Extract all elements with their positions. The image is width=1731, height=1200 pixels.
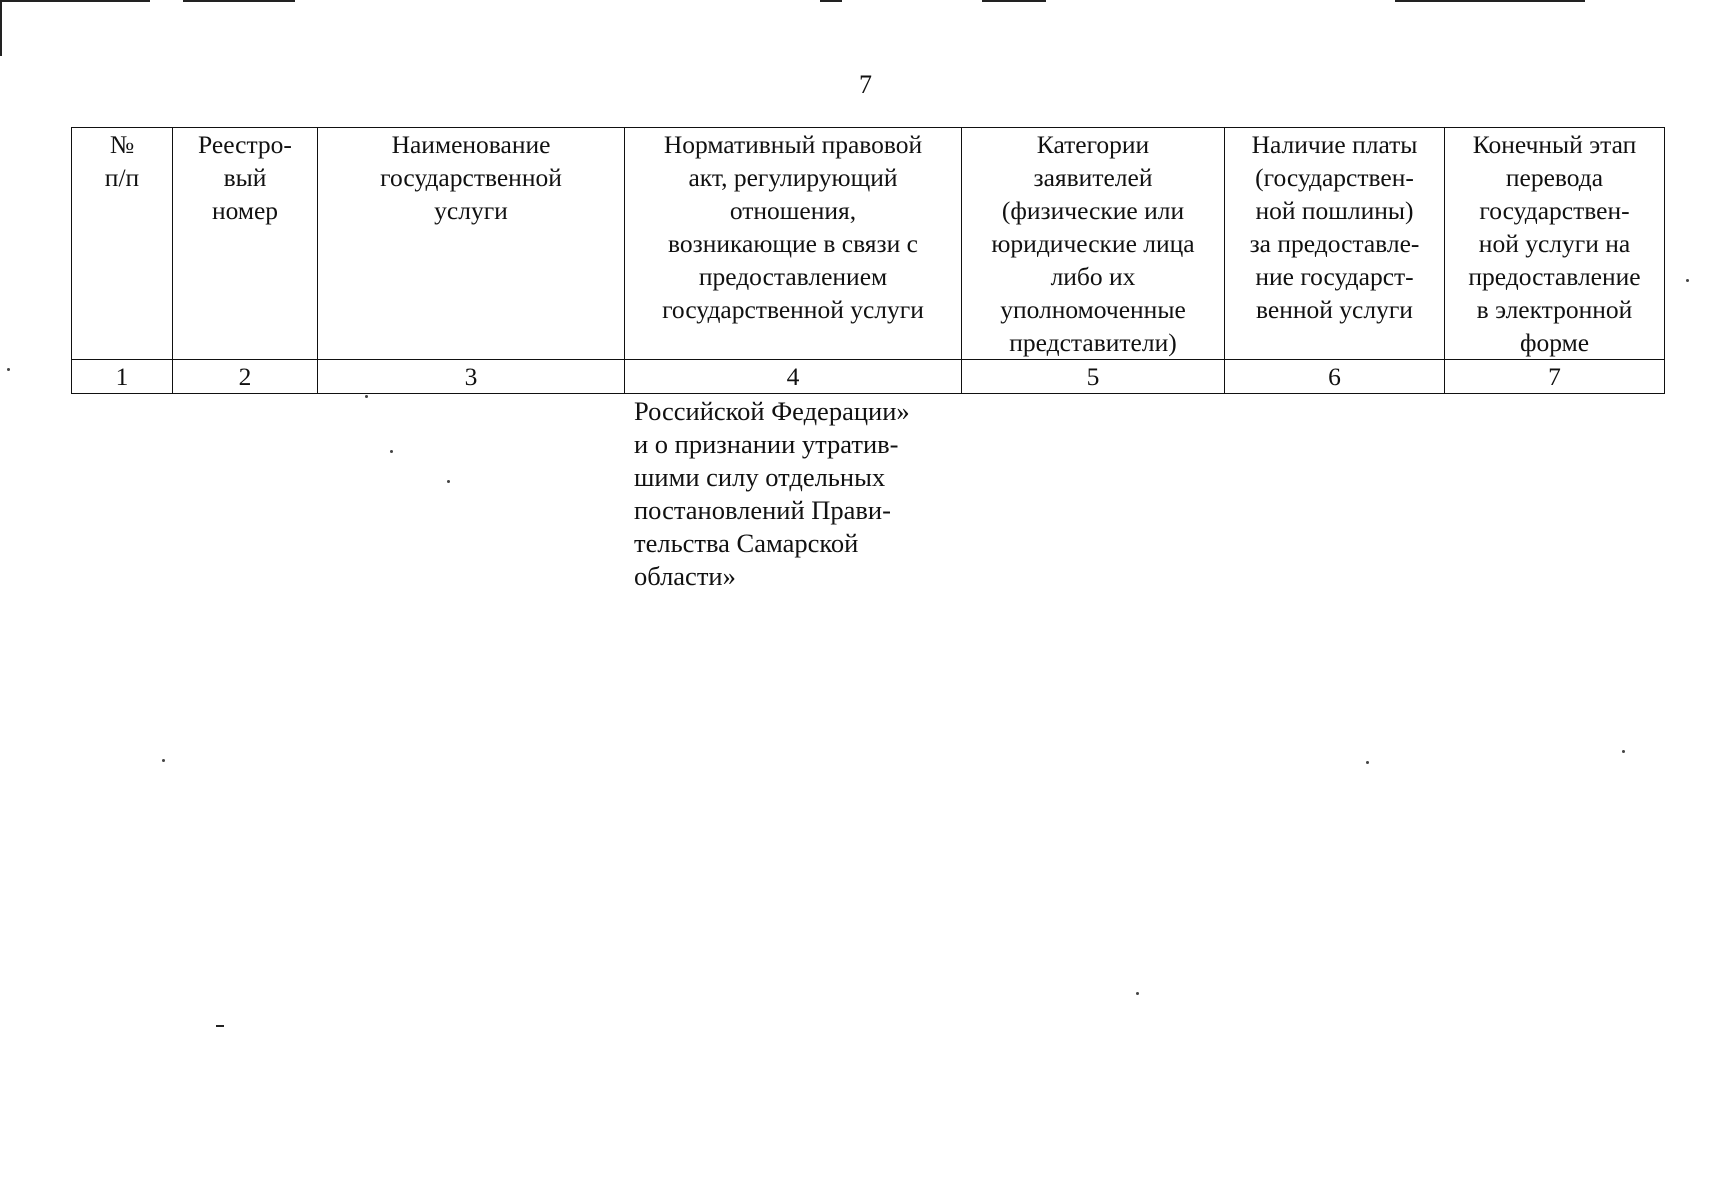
column-number-cell: 3 xyxy=(318,360,625,394)
column-number-cell: 1 xyxy=(72,360,173,394)
scan-edge-line xyxy=(0,0,150,2)
scan-speck xyxy=(1366,761,1369,764)
column-number-cell: 7 xyxy=(1445,360,1665,394)
scan-edge-line xyxy=(1395,0,1585,2)
scan-speck xyxy=(365,395,368,398)
scan-speck xyxy=(1136,992,1139,995)
column-numbers-row xyxy=(72,360,1665,394)
scan-speck xyxy=(447,480,450,483)
header-cell-number: № п/п xyxy=(72,128,173,360)
table-header-row xyxy=(72,128,1665,360)
scan-speck xyxy=(1686,279,1689,282)
scan-edge-line xyxy=(216,1025,224,1027)
header-cell-legal-act: Нормативный правовой акт, регулирующий отношения, возникающие в связи с предоставлением государственной услуги xyxy=(625,128,962,360)
header-cell-electronic-stage: Конечный этап перевода государствен- ной услуги на предоставление в электронной форме xyxy=(1445,128,1665,360)
column-number-cell: 4 xyxy=(625,360,962,394)
column-number-cell: 5 xyxy=(962,360,1225,394)
header-cell-applicant-categories: Категории заявителей (физические или юридические лица либо их уполномоченные представители) xyxy=(962,128,1225,360)
scan-edge-line xyxy=(820,0,842,2)
header-cell-registry-number: Реестро- вый номер xyxy=(173,128,318,360)
header-cell-fee: Наличие платы (государствен- ной пошлины) за предоставле- ние государст- венной услуги xyxy=(1225,128,1445,360)
column-number-cell: 2 xyxy=(173,360,318,394)
page-number: 7 xyxy=(859,70,872,99)
scan-speck xyxy=(7,368,10,371)
scan-edge-line xyxy=(982,0,1046,2)
scan-speck xyxy=(162,759,165,762)
header-cell-service-name: Наименование государственной услуги xyxy=(318,128,625,360)
scan-edge-line xyxy=(183,0,295,2)
services-registry-table xyxy=(71,127,1665,394)
scan-edge-line xyxy=(0,0,2,56)
continued-legal-act-text: Российской Федерации» и о признании утратив- шими силу отдельных постановлений Прави- тельства Самарской области» xyxy=(634,396,910,591)
scan-speck xyxy=(1622,750,1625,753)
scan-speck xyxy=(390,450,393,453)
column-number-cell: 6 xyxy=(1225,360,1445,394)
